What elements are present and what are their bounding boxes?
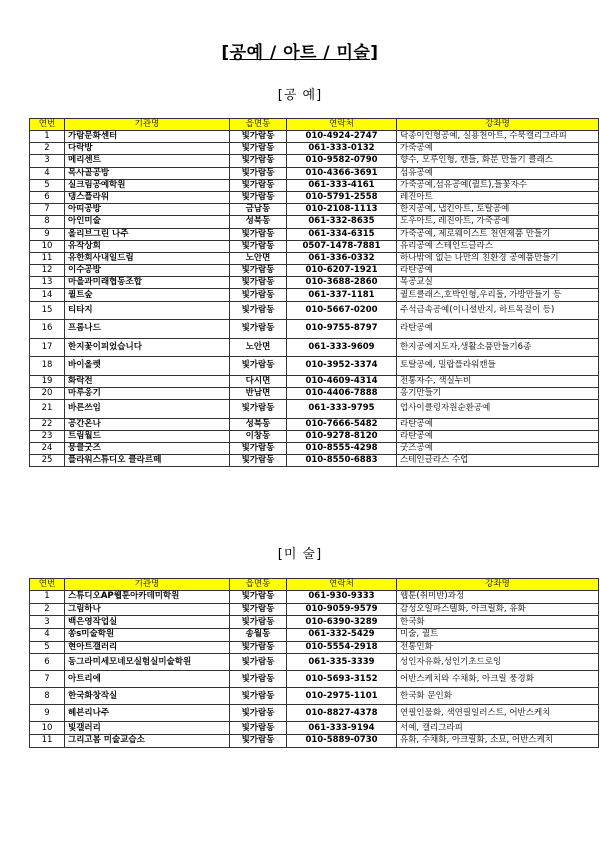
table-row [30, 387, 599, 399]
cell-phone: 010-5693-3152 [287, 671, 397, 688]
table-header-row [30, 119, 599, 131]
table-row [30, 654, 599, 671]
cell-name: 그림하나 [65, 603, 230, 616]
cell-num: 21 [30, 400, 65, 419]
table-row [30, 442, 599, 454]
cell-num: 8 [30, 688, 65, 705]
cell-num: 20 [30, 387, 65, 399]
cell-town: 금남동 [230, 204, 287, 216]
table-row [30, 216, 599, 228]
art-table [29, 578, 599, 748]
section-title-crafts: [공 예] [277, 88, 323, 103]
cell-town: 빛가람동 [230, 688, 287, 705]
table-row [30, 430, 599, 442]
cell-course: 웹툰(취미반)과정 [397, 591, 599, 604]
cell-course: 굿즈공예 [397, 442, 599, 454]
cell-num: 8 [30, 216, 65, 228]
cell-course: 섬유공예 [397, 167, 599, 179]
cell-town: 빛가람동 [230, 357, 287, 376]
cell-course: 성인자유화,성인기초드로잉 [397, 654, 599, 671]
cell-name: 동그라미세모네모실험실미술학원 [65, 654, 230, 671]
cell-town: 다시면 [230, 375, 287, 387]
cell-town: 반남면 [230, 387, 287, 399]
header-name: 기관명 [65, 579, 230, 591]
cell-num: 5 [30, 641, 65, 654]
cell-name: 빛갤러리 [65, 722, 230, 735]
cell-name: 헤븐리나주 [65, 705, 230, 722]
table-row [30, 191, 599, 203]
cell-town: 빛가람동 [230, 671, 287, 688]
cell-town: 빛가람동 [230, 191, 287, 203]
cell-num: 16 [30, 320, 65, 339]
cell-course: 퀼트클래스,호박인형,우리돌, 가방만들기 등 [397, 289, 599, 301]
cell-course: 라탄공예 [397, 430, 599, 442]
table-row [30, 629, 599, 642]
cell-num: 7 [30, 671, 65, 688]
table-row [30, 155, 599, 167]
cell-num: 24 [30, 442, 65, 454]
table-row [30, 131, 599, 143]
cell-town: 빛가람동 [230, 167, 287, 179]
cell-course: 유화, 수채화, 아크릴화, 소묘, 어반스케치 [397, 735, 599, 748]
cell-town: 빛가람동 [230, 277, 287, 289]
table-row [30, 705, 599, 722]
cell-name: 아트리에 [65, 671, 230, 688]
header-course: 강좌명 [397, 119, 599, 131]
cell-num: 2 [30, 603, 65, 616]
cell-name: 이수공방 [65, 265, 230, 277]
cell-town: 빛가람동 [230, 240, 287, 252]
cell-num: 10 [30, 722, 65, 735]
cell-phone: 061-333-4161 [287, 179, 397, 191]
cell-phone: 061-337-1181 [287, 289, 397, 301]
cell-name: 마을과미래협동조합 [65, 277, 230, 289]
cell-course: 레진아트 [397, 191, 599, 203]
cell-phone: 010-4366-3691 [287, 167, 397, 179]
cell-phone: 010-6390-3289 [287, 616, 397, 629]
cell-town: 빛가람동 [230, 654, 287, 671]
cell-course: 서예, 캘리그라피 [397, 722, 599, 735]
table-row [30, 591, 599, 604]
cell-num: 7 [30, 204, 65, 216]
cell-town: 빛가람동 [230, 735, 287, 748]
cell-name: 실크림공예학원 [65, 179, 230, 191]
cell-course: 미술, 퀼트 [397, 629, 599, 642]
table-row [30, 357, 599, 376]
cell-name: 그리고봄 미술교습소 [65, 735, 230, 748]
cell-phone: 010-5791-2558 [287, 191, 397, 203]
cell-name: 화락전 [65, 375, 230, 387]
cell-course: 연필인물화, 색연필일러스트, 어반스케치 [397, 705, 599, 722]
cell-course: 목공교실 [397, 277, 599, 289]
cell-phone: 010-8555-4298 [287, 442, 397, 454]
cell-town: 빛가람동 [230, 722, 287, 735]
cell-course: 라탄공예 [397, 418, 599, 430]
cell-num: 6 [30, 654, 65, 671]
cell-course: 전통자수, 색실누비 [397, 375, 599, 387]
cell-phone: 010-4609-4314 [287, 375, 397, 387]
cell-name: 트림월드 [65, 430, 230, 442]
cell-course: 도우아트, 레진아트, 가죽공예 [397, 216, 599, 228]
table-row [30, 375, 599, 387]
cell-phone: 010-3688-2860 [287, 277, 397, 289]
cell-name: 유한회사내일드림 [65, 252, 230, 264]
cell-num: 9 [30, 228, 65, 240]
cell-town: 빛가람동 [230, 155, 287, 167]
cell-phone: 010-2108-1113 [287, 204, 397, 216]
cell-phone: 061-332-8635 [287, 216, 397, 228]
header-num: 연번 [30, 119, 65, 131]
cell-num: 3 [30, 155, 65, 167]
page-title: [공예 / 아트 / 미술] [221, 43, 379, 63]
cell-name: 다락방 [65, 143, 230, 155]
header-course: 강좌명 [397, 579, 599, 591]
cell-town: 빛가람동 [230, 400, 287, 419]
cell-course: 어반스케치와 수채화, 아크릴 풍경화 [397, 671, 599, 688]
cell-phone: 010-9278-8120 [287, 430, 397, 442]
cell-num: 12 [30, 265, 65, 277]
cell-town: 빛가람동 [230, 179, 287, 191]
table-row [30, 143, 599, 155]
cell-name: 올리브그린 나주 [65, 228, 230, 240]
cell-phone: 061-334-6315 [287, 228, 397, 240]
cell-town: 빛가람동 [230, 641, 287, 654]
cell-name: 바이올렛 [65, 357, 230, 376]
cell-town: 이창동 [230, 430, 287, 442]
cell-phone: 010-2975-1101 [287, 688, 397, 705]
table-row [30, 338, 599, 357]
cell-name: 뭉클굿즈 [65, 442, 230, 454]
table-row [30, 167, 599, 179]
cell-phone: 010-5667-0200 [287, 301, 397, 320]
table-row [30, 671, 599, 688]
cell-num: 1 [30, 591, 65, 604]
cell-town: 빛가람동 [230, 228, 287, 240]
table-row [30, 301, 599, 320]
table-row [30, 688, 599, 705]
cell-num: 15 [30, 301, 65, 320]
cell-num: 13 [30, 277, 65, 289]
cell-phone: 010-9059-9579 [287, 603, 397, 616]
cell-phone: 061-335-3339 [287, 654, 397, 671]
table-row [30, 265, 599, 277]
cell-phone: 010-7666-5482 [287, 418, 397, 430]
cell-course: 한지공예, 냅킨아트, 토탈공예 [397, 204, 599, 216]
cell-name: 현아트갤러리 [65, 641, 230, 654]
cell-course: 가죽공예, 제로웨이스트 천연제품 만들기 [397, 228, 599, 240]
cell-name: 한국화창작실 [65, 688, 230, 705]
cell-course: 향수, 모루인형, 캔들, 화분 만들기 클래스 [397, 155, 599, 167]
cell-course: 가죽공예 [397, 143, 599, 155]
cell-phone: 0507-1478-7881 [287, 240, 397, 252]
cell-num: 6 [30, 191, 65, 203]
cell-num: 18 [30, 357, 65, 376]
cell-town: 노안면 [230, 252, 287, 264]
cell-town: 빛가람동 [230, 603, 287, 616]
cell-course: 하나밖에 없는 나만의 친환경 공예품만들기 [397, 252, 599, 264]
cell-phone: 010-8827-4378 [287, 705, 397, 722]
cell-name: 공간온나 [65, 418, 230, 430]
cell-name: 가람문화센터 [65, 131, 230, 143]
cell-course: 라탄공예 [397, 320, 599, 339]
table-row [30, 603, 599, 616]
cell-phone: 061-930-9333 [287, 591, 397, 604]
table-row [30, 455, 599, 467]
header-name: 기관명 [65, 119, 230, 131]
cell-name: 목사골공방 [65, 167, 230, 179]
cell-name: 바른쓰임 [65, 400, 230, 419]
cell-num: 2 [30, 143, 65, 155]
cell-phone: 010-9755-8797 [287, 320, 397, 339]
cell-name: 백은영작업실 [65, 616, 230, 629]
table-row [30, 616, 599, 629]
cell-name: 유작상회 [65, 240, 230, 252]
cell-phone: 061-333-9194 [287, 722, 397, 735]
cell-phone: 010-3952-3374 [287, 357, 397, 376]
crafts-table [29, 118, 599, 467]
cell-phone: 010-5554-2918 [287, 641, 397, 654]
cell-course: 토탈공예, 밀랍플라워캔들 [397, 357, 599, 376]
cell-phone: 061-333-9609 [287, 338, 397, 357]
cell-name: 플라워스튜디오 클라르떼 [65, 455, 230, 467]
cell-town: 빛가람동 [230, 442, 287, 454]
cell-course: 스테인글라스 수업 [397, 455, 599, 467]
cell-course: 한지공예지도자,생활소품만들기6종 [397, 338, 599, 357]
cell-phone: 061-336-0332 [287, 252, 397, 264]
cell-town: 성북동 [230, 418, 287, 430]
cell-num: 3 [30, 616, 65, 629]
cell-course: 전통민화 [397, 641, 599, 654]
table-row [30, 722, 599, 735]
header-phone: 연락처 [287, 579, 397, 591]
section-title-art: [미 술] [277, 547, 323, 562]
cell-num: 23 [30, 430, 65, 442]
cell-num: 11 [30, 735, 65, 748]
cell-town: 빛가람동 [230, 143, 287, 155]
cell-name: 아인미술 [65, 216, 230, 228]
cell-num: 14 [30, 289, 65, 301]
cell-course: 닥종이인형공예, 실용천아트, 수묵캘리그라피 [397, 131, 599, 143]
cell-phone: 010-9582-0790 [287, 155, 397, 167]
table-row [30, 240, 599, 252]
cell-course: 라탄공예 [397, 265, 599, 277]
cell-course: 업사이클링자원순환공예 [397, 400, 599, 419]
cell-phone: 061-333-9795 [287, 400, 397, 419]
cell-town: 노안면 [230, 338, 287, 357]
cell-course: 한국화 [397, 616, 599, 629]
table-row [30, 277, 599, 289]
cell-name: 댕스플라워 [65, 191, 230, 203]
cell-num: 4 [30, 167, 65, 179]
cell-town: 빛가람동 [230, 616, 287, 629]
table-row [30, 641, 599, 654]
cell-num: 5 [30, 179, 65, 191]
cell-town: 송월동 [230, 629, 287, 642]
cell-course: 감성오일파스텔화, 아크릴화, 유화 [397, 603, 599, 616]
cell-name: 티타지 [65, 301, 230, 320]
table-row [30, 179, 599, 191]
cell-name: 스튜디오AP웹툰아카데미학원 [65, 591, 230, 604]
cell-town: 빛가람동 [230, 265, 287, 277]
cell-name: 프롬나드 [65, 320, 230, 339]
cell-name: 쏭s미술학원 [65, 629, 230, 642]
cell-phone: 061-332-5429 [287, 629, 397, 642]
table-row [30, 252, 599, 264]
cell-course: 가죽공예,섬유공예(퀼트),들꽃자수 [397, 179, 599, 191]
cell-num: 4 [30, 629, 65, 642]
cell-num: 19 [30, 375, 65, 387]
table-row [30, 228, 599, 240]
cell-town: 빛가람동 [230, 131, 287, 143]
cell-town: 빛가람동 [230, 289, 287, 301]
cell-phone: 010-6207-1921 [287, 265, 397, 277]
table-row [30, 320, 599, 339]
cell-phone: 010-4406-7888 [287, 387, 397, 399]
cell-name: 마루옹기 [65, 387, 230, 399]
table-row [30, 204, 599, 216]
header-town: 읍면동 [230, 579, 287, 591]
table-header-row [30, 579, 599, 591]
cell-course: 한국화 문인화 [397, 688, 599, 705]
table-row [30, 289, 599, 301]
cell-course: 주석금속공예(이니셜반지, 하트목걸이 등) [397, 301, 599, 320]
cell-num: 22 [30, 418, 65, 430]
cell-course: 유리공예 스테인드글라스 [397, 240, 599, 252]
cell-town: 빛가람동 [230, 301, 287, 320]
cell-name: 한지꽃이피었습니다 [65, 338, 230, 357]
cell-name: 메리센트 [65, 155, 230, 167]
cell-phone: 061-333-0132 [287, 143, 397, 155]
cell-course: 옹기만들기 [397, 387, 599, 399]
cell-num: 25 [30, 455, 65, 467]
cell-town: 성북동 [230, 216, 287, 228]
cell-name: 퀼트숲 [65, 289, 230, 301]
table-row [30, 418, 599, 430]
cell-num: 1 [30, 131, 65, 143]
table-row [30, 400, 599, 419]
header-town: 읍면동 [230, 119, 287, 131]
header-num: 연번 [30, 579, 65, 591]
cell-town: 빛가람동 [230, 591, 287, 604]
cell-town: 빛가람동 [230, 320, 287, 339]
table-row [30, 735, 599, 748]
cell-phone: 010-8550-6883 [287, 455, 397, 467]
cell-num: 11 [30, 252, 65, 264]
cell-phone: 010-4924-2747 [287, 131, 397, 143]
cell-name: 아띠공방 [65, 204, 230, 216]
header-phone: 연락처 [287, 119, 397, 131]
cell-num: 9 [30, 705, 65, 722]
cell-phone: 010-5889-0730 [287, 735, 397, 748]
cell-num: 10 [30, 240, 65, 252]
cell-num: 17 [30, 338, 65, 357]
cell-town: 빛가람동 [230, 455, 287, 467]
cell-town: 빛가람동 [230, 705, 287, 722]
